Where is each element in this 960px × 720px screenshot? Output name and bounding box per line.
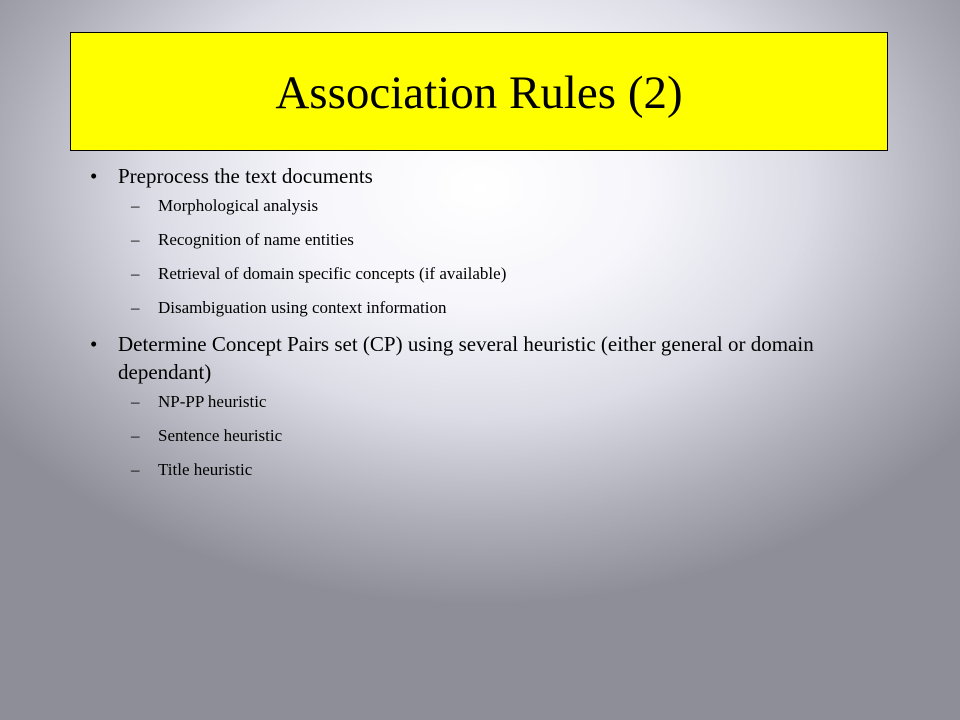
sub-list [90, 390, 880, 482]
bullet-item [90, 330, 880, 386]
sub-item-text: Disambiguation using context information [158, 298, 447, 317]
sub-marker: – [131, 460, 140, 479]
sub-item-text: Morphological analysis [158, 196, 319, 215]
sub-item [90, 228, 880, 252]
sub-marker: – [131, 426, 140, 445]
bullet-text: Preprocess the text documents [118, 164, 373, 188]
slide-title: Association Rules (2) [275, 67, 683, 119]
sub-item [90, 424, 880, 448]
sub-item [90, 296, 880, 320]
sub-item [90, 458, 880, 482]
sub-item-text: Sentence heuristic [158, 426, 283, 445]
bullet-text: Determine Concept Pairs set (CP) using several heuristic (either general or domain dependant) [118, 332, 814, 384]
bullet-item [90, 162, 880, 190]
sub-item-text: Recognition of name entities [158, 230, 354, 249]
bullet-marker: • [90, 332, 98, 356]
sub-item-text: NP-PP heuristic [158, 392, 267, 411]
sub-list [90, 194, 880, 320]
sub-marker: – [131, 298, 140, 317]
slide-content [90, 162, 880, 492]
sub-item [90, 262, 880, 286]
sub-item [90, 390, 880, 414]
sub-item-text: Retrieval of domain specific concepts (if available) [158, 264, 507, 283]
sub-marker: – [131, 392, 140, 411]
sub-item-text: Title heuristic [158, 460, 253, 479]
bullet-marker: • [90, 164, 98, 188]
title-box [70, 32, 888, 151]
sub-marker: – [131, 196, 140, 215]
sub-marker: – [131, 230, 140, 249]
sub-item [90, 194, 880, 218]
sub-marker: – [131, 264, 140, 283]
